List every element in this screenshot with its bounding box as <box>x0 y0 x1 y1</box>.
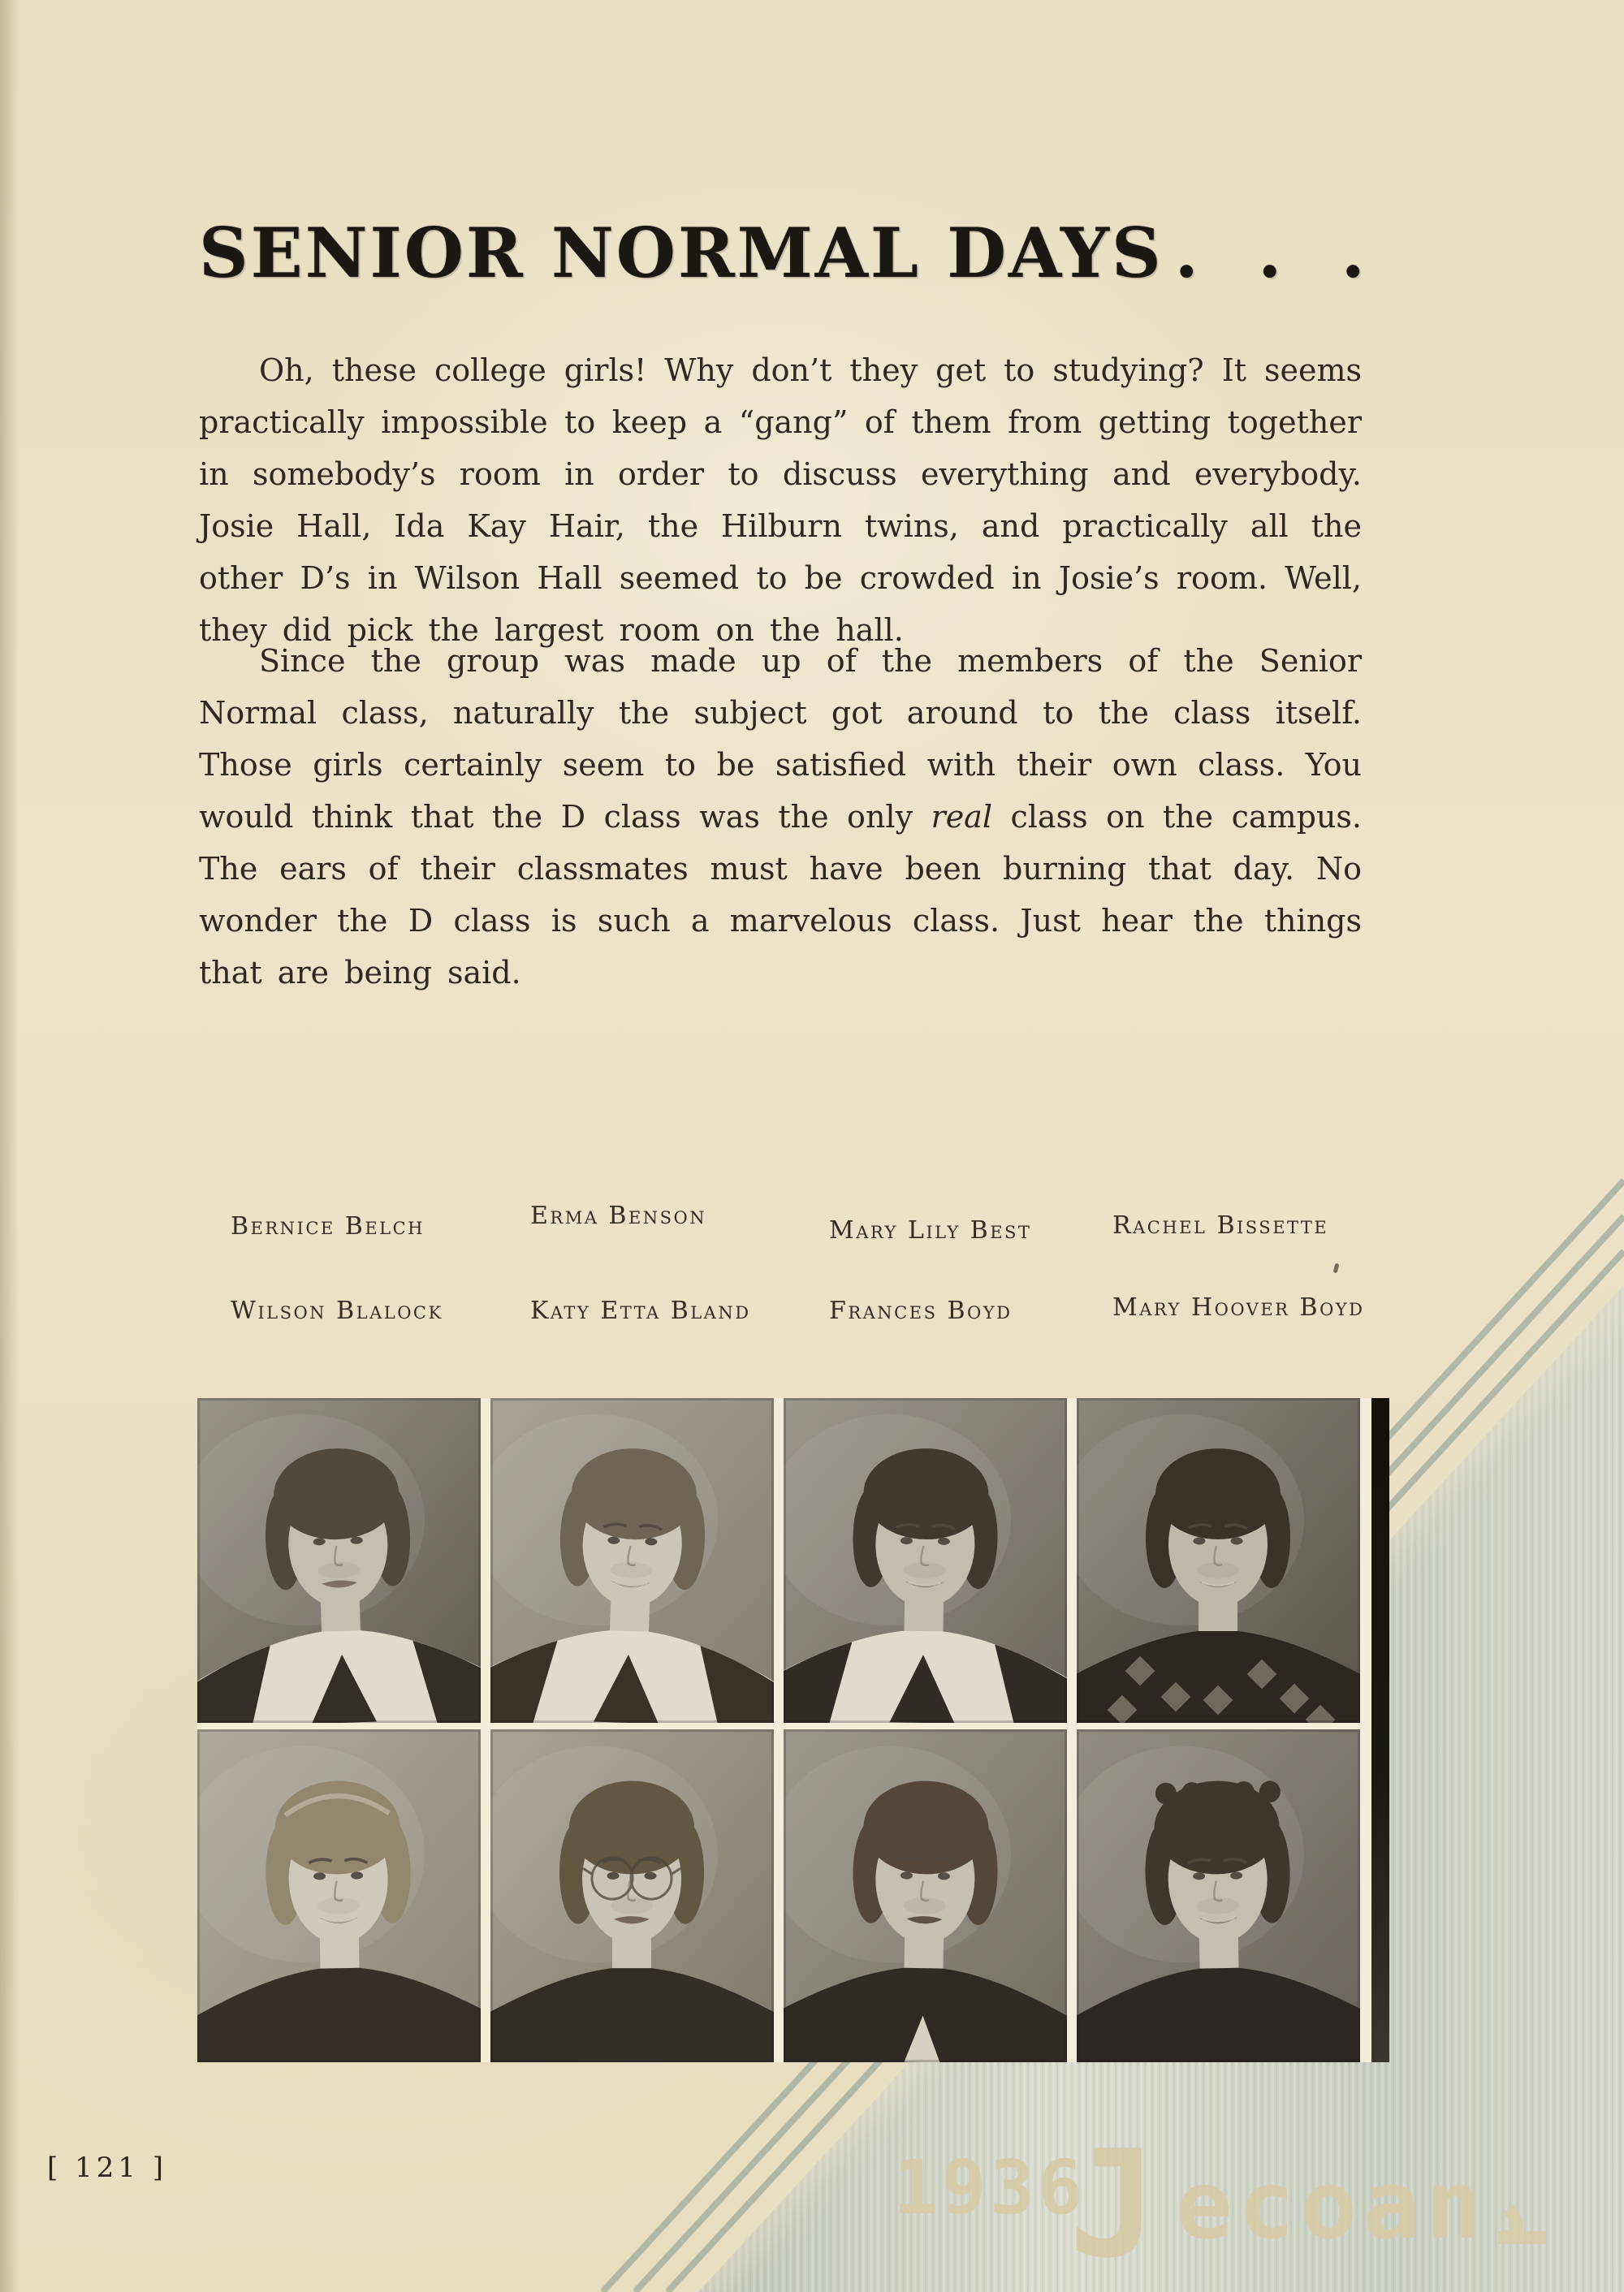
name-katy-etta-bland: Katy Etta Bland <box>530 1297 751 1325</box>
portrait-photo-wilson-blalock <box>197 1729 481 2062</box>
portrait-photo-frances-boyd <box>784 1729 1067 2062</box>
page-gutter-shadow <box>0 0 19 2292</box>
paragraph-2-before: Since the group was made up of the members of the Senior Normal class, naturally the subject got around to the class itself. Those girls certainly seem to be satisfied with their own class. You would think that the D class was the only <box>199 643 1362 835</box>
paragraph-2-after: class on the campus. The ears of their classmates must have been burning that day. No wonder the D class is such a marvelous class. Just hear the things that are being said. <box>199 799 1362 991</box>
name-mary-hoover-boyd: Mary Hoover Boyd <box>1112 1293 1365 1322</box>
name-rachel-bissette: Rachel Bissette <box>1112 1211 1329 1240</box>
name-mary-lily-best: Mary Lily Best <box>829 1216 1032 1245</box>
portrait-photo-katy-etta-bland <box>490 1729 774 2062</box>
page-title-text: SENIOR NORMAL DAYS <box>199 213 1164 293</box>
page-title <box>199 213 1383 293</box>
page-number: [ 121 ] <box>47 2152 168 2184</box>
portrait-photo-erma-benson <box>490 1398 774 1723</box>
student-names-row-2 <box>231 1293 1384 1325</box>
logo-initial: J <box>1069 2118 1158 2290</box>
paragraph-senior-normal <box>199 635 1362 999</box>
student-names-row-1 <box>231 1202 1384 1245</box>
portrait-photo-mary-lily-best <box>784 1398 1067 1723</box>
portrait-photo-mary-hoover-boyd <box>1077 1729 1360 2062</box>
logo-name: ecoan <box>1176 2151 1488 2260</box>
name-bernice-belch: Bernice Belch <box>231 1212 425 1241</box>
name-frances-boyd: Frances Boyd <box>829 1297 1013 1325</box>
photo-plate-edge-sliver <box>1371 1398 1389 2062</box>
paragraph-2-italic-word: real <box>931 799 992 835</box>
paragraph-college-girls: Oh, these college girls! Why don’t they get to studying? It seems practically impossible to keep a “gang” of them from getting together in somebody’s room in order to discuss everything and everybody. Josie Hall, Ida Kay Hair, the Hilburn twins, and practically all the other D’s in Wilson Hall seemed to be crowded in Josie’s room. Well, they did pick the largest room on the hall. <box>199 352 1362 648</box>
portrait-photo-bernice-belch <box>197 1398 481 1723</box>
portrait-photo-rachel-bissette <box>1077 1398 1360 1723</box>
portrait-grid <box>197 1398 1389 2062</box>
name-erma-benson: Erma Benson <box>530 1202 707 1230</box>
page-title-ellipsis: . . . <box>1174 213 1383 293</box>
name-wilson-blalock: Wilson Blalock <box>231 1297 443 1325</box>
logo-year: 1936 <box>893 2144 1086 2231</box>
